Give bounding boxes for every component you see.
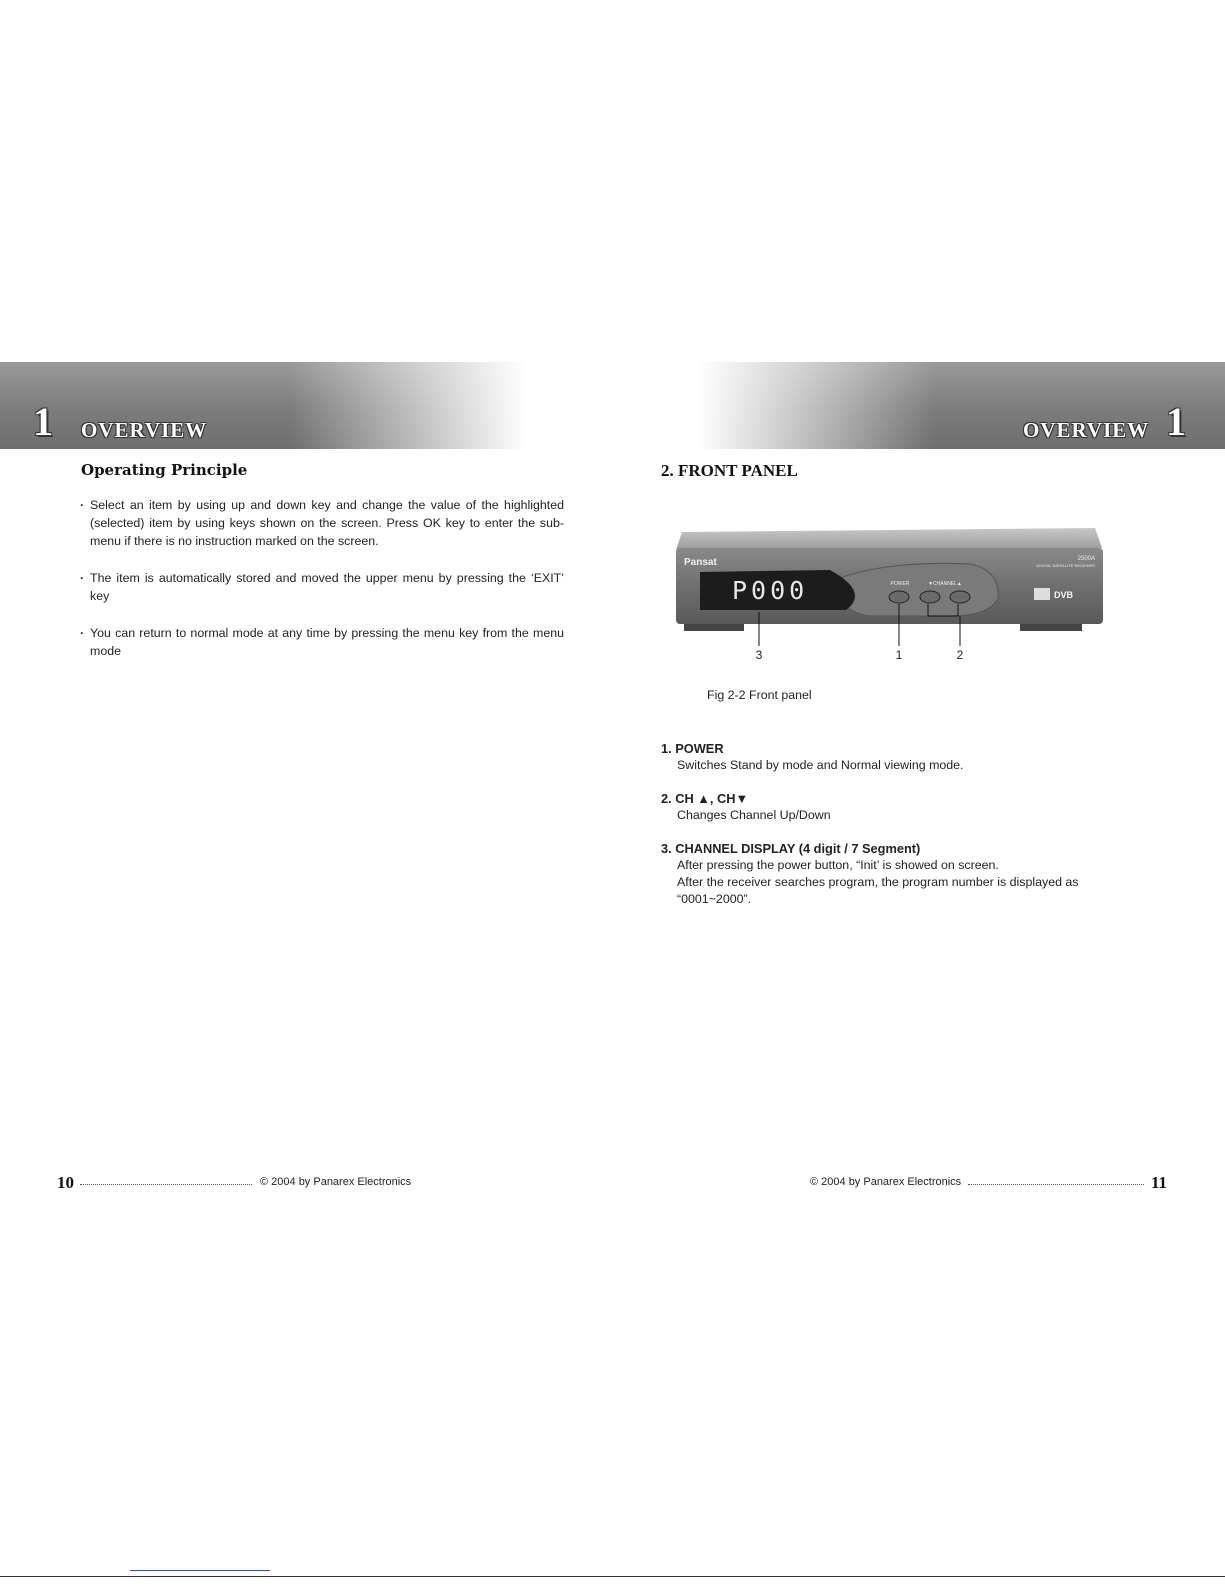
model-subtitle: DIGITAL SATELLITE RECEIVER bbox=[1036, 563, 1095, 568]
feature-title: 1. POWER bbox=[661, 741, 724, 756]
power-label: POWER bbox=[890, 581, 910, 587]
receiver-top bbox=[676, 528, 1102, 550]
bullet-item: · You can return to normal mode at any time by pressing the menu key from the menu mode bbox=[80, 624, 564, 660]
right-chapter-number: 1 bbox=[1166, 399, 1186, 444]
right-copyright: © 2004 by Panarex Electronics bbox=[810, 1176, 962, 1188]
right-footer-dotted-rule bbox=[968, 1184, 1144, 1185]
right-chapter-title: OVERVIEW bbox=[1023, 418, 1150, 442]
operating-principle-list bbox=[80, 496, 564, 679]
callout-3: 3 bbox=[755, 648, 763, 662]
feature-description: Switches Stand by mode and Normal viewing mode. bbox=[677, 758, 964, 772]
left-chapter-title: OVERVIEW bbox=[81, 418, 208, 442]
model-number: 2500A bbox=[1077, 556, 1095, 562]
left-chapter-number: 1 bbox=[33, 399, 53, 444]
figure-caption: Fig 2-2 Front panel bbox=[707, 688, 812, 702]
bottom-link-underline bbox=[130, 1570, 270, 1571]
feature-item-channel-display bbox=[661, 840, 1131, 908]
callout-1: 1 bbox=[895, 648, 903, 662]
power-button[interactable] bbox=[889, 591, 909, 603]
channel-up-button[interactable] bbox=[950, 591, 970, 603]
feature-item-channel bbox=[661, 790, 1131, 824]
front-panel-figure bbox=[670, 520, 1110, 670]
left-footer-dotted-rule bbox=[80, 1184, 252, 1185]
front-panel-feature-list bbox=[661, 740, 1131, 924]
front-panel-heading: 2. FRONT PANEL bbox=[661, 461, 798, 480]
left-copyright: © 2004 by Panarex Electronics bbox=[260, 1176, 412, 1188]
channel-display-text: P000 bbox=[732, 576, 809, 605]
feature-title: 2. CH ▲, CH▼ bbox=[661, 791, 749, 806]
operating-principle-heading: Operating Principle bbox=[81, 461, 248, 479]
bullet-item: · The item is automatically stored and moved the upper menu by pressing the ‘EXIT’ key bbox=[80, 569, 564, 605]
receiver-foot-right bbox=[1020, 624, 1082, 631]
dvb-logo: DVB bbox=[1054, 590, 1074, 600]
feature-description: After pressing the power button, “Init’ is showed on screen. bbox=[677, 858, 999, 872]
left-header-band bbox=[0, 362, 527, 449]
callout-2: 2 bbox=[956, 648, 964, 662]
right-page-number: 11 bbox=[1151, 1173, 1168, 1192]
dvb-logo-badge bbox=[1034, 588, 1050, 600]
receiver-foot-left bbox=[684, 624, 744, 631]
bullet-item: · Select an item by using up and down key and change the value of the highlighted (selected) item by using keys shown on the screen. Press OK key to enter the sub-menu if there is no instruction marked on the screen. bbox=[80, 496, 564, 550]
feature-description: After the receiver searches program, the program number is displayed as “0001~2000”. bbox=[677, 875, 1079, 906]
channel-down-button[interactable] bbox=[920, 591, 940, 603]
feature-item-power bbox=[661, 740, 1131, 774]
left-page-number: 10 bbox=[57, 1173, 74, 1192]
brand-logo: Pansat bbox=[684, 557, 717, 568]
feature-title: 3. CHANNEL DISPLAY (4 digit / 7 Segment) bbox=[661, 841, 921, 856]
channel-label: ▼CHANNEL▲ bbox=[928, 581, 962, 587]
feature-description: Changes Channel Up/Down bbox=[677, 808, 831, 822]
bottom-rule bbox=[0, 1576, 1225, 1577]
